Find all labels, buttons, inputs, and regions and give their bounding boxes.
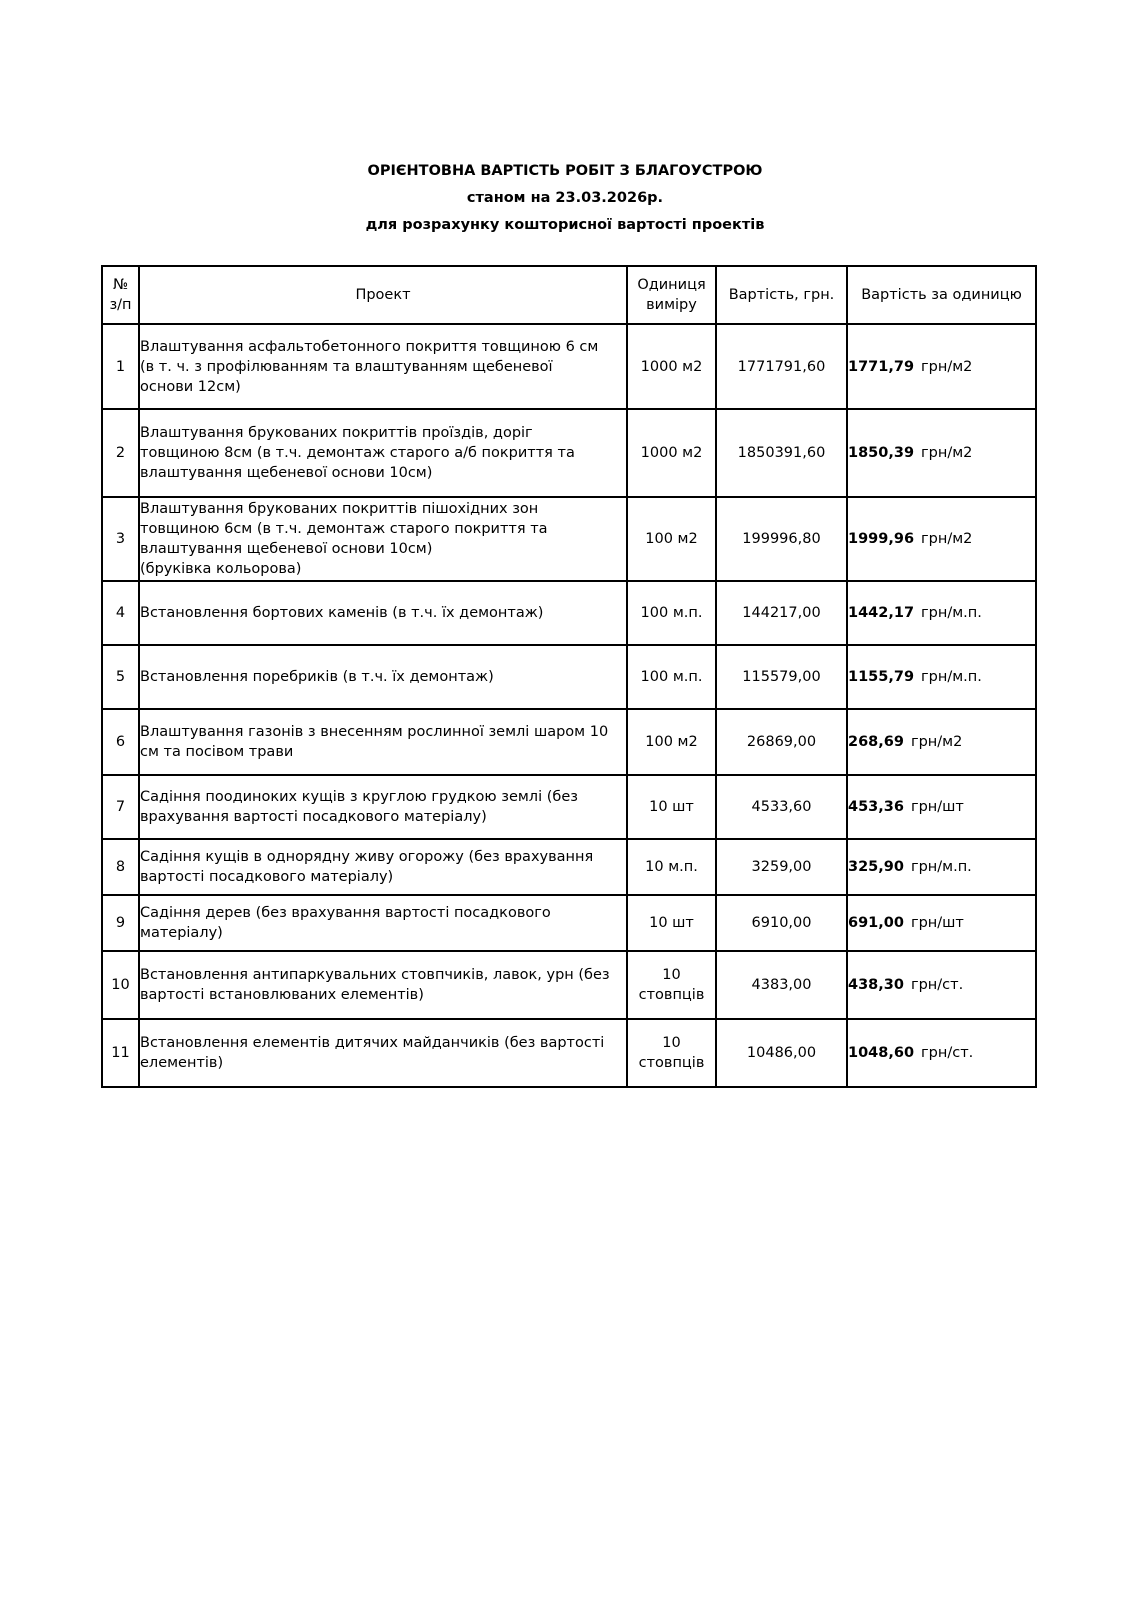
project-name (139, 895, 627, 951)
cost-per-unit-value: 453,36 (848, 799, 904, 815)
project-name (139, 709, 627, 775)
unit-line: 100 м2 (645, 531, 698, 547)
row-number: 2 (102, 409, 139, 497)
unit-line: 1000 м2 (640, 445, 703, 461)
row-number: 1 (102, 324, 139, 409)
project-name-line: товщиною 8см (в т.ч. демонтаж старого а/б покриття та (140, 445, 575, 461)
cost-per-unit-value: 691,00 (848, 915, 904, 931)
cost-per-unit (847, 895, 1036, 951)
unit-line: 10 шт (649, 915, 694, 931)
project-name (139, 324, 627, 409)
unit-line: 100 м.п. (640, 605, 703, 621)
cost-per-unit (847, 1019, 1036, 1087)
table-header-row (102, 266, 1036, 324)
unit-of-measure (627, 775, 716, 839)
cost-per-unit-label: грн/шт (910, 799, 964, 815)
project-name-line: влаштування щебеневої основи 10см) (140, 541, 433, 557)
header-per-unit: Вартість за одиницю (847, 266, 1036, 324)
document-purpose-line: для розрахунку кошторисної вартості проектів (365, 217, 765, 233)
table-row (102, 497, 1036, 581)
cost-per-unit (847, 409, 1036, 497)
cost-per-unit-label: грн/м2 (921, 445, 973, 461)
header-num (102, 266, 139, 324)
project-name (139, 951, 627, 1019)
table-row (102, 895, 1036, 951)
project-name-line: Встановлення бортових каменів (в т.ч. їх демонтаж) (140, 605, 544, 621)
table-row (102, 324, 1036, 409)
project-name-line: (бруківка кольорова) (140, 561, 302, 577)
unit-of-measure (627, 709, 716, 775)
table-row (102, 951, 1036, 1019)
cost-per-unit-value: 1771,79 (848, 358, 915, 375)
unit-of-measure (627, 581, 716, 645)
row-number: 7 (102, 775, 139, 839)
unit-line: 10 шт (649, 799, 694, 815)
unit-line: 10 м.п. (645, 859, 698, 875)
project-name-line: елементів) (140, 1055, 224, 1071)
header-num-line: з/п (109, 297, 132, 313)
total-cost: 26869,00 (716, 709, 847, 775)
project-name (139, 839, 627, 895)
cost-per-unit-label: грн/ст. (910, 977, 964, 993)
cost-per-unit-value: 1155,79 (848, 669, 915, 685)
project-name (139, 645, 627, 709)
cost-per-unit-label: грн/ст. (921, 1045, 974, 1061)
cost-per-unit (847, 839, 1036, 895)
project-name-line: основи 12см) (140, 378, 241, 395)
cost-per-unit-value: 325,90 (848, 859, 904, 875)
cost-per-unit (847, 581, 1036, 645)
table-row (102, 581, 1036, 645)
project-name-line: товщиною 6см (в т.ч. демонтаж старого покриття та (140, 521, 548, 537)
row-number: 9 (102, 895, 139, 951)
project-name (139, 775, 627, 839)
cost-per-unit (847, 951, 1036, 1019)
project-name-line: вартості посадкового матеріалу) (140, 869, 394, 885)
total-cost: 1771791,60 (716, 324, 847, 409)
unit-line: 100 м2 (645, 734, 698, 750)
project-name-line: Влаштування брукованих покриттів проїздів, доріг (140, 425, 533, 441)
cost-per-unit (847, 775, 1036, 839)
unit-line: 100 м.п. (640, 669, 703, 685)
row-number: 6 (102, 709, 139, 775)
table-row (102, 709, 1036, 775)
total-cost: 199996,80 (716, 497, 847, 581)
project-name (139, 1019, 627, 1087)
table-row (102, 775, 1036, 839)
project-name-line: вартості встановлюваних елементів) (140, 987, 424, 1003)
cost-per-unit (847, 645, 1036, 709)
project-name-line: Влаштування брукованих покриттів пішохідних зон (140, 501, 539, 517)
header-unit-line: виміру (646, 297, 697, 313)
row-number: 8 (102, 839, 139, 895)
cost-table (101, 265, 1037, 1088)
project-name (139, 581, 627, 645)
cost-per-unit-value: 1442,17 (848, 605, 915, 621)
project-name-line: Садіння дерев (без врахування вартості посадкового (140, 905, 551, 921)
table-row (102, 839, 1036, 895)
total-cost: 115579,00 (716, 645, 847, 709)
cost-per-unit-value: 438,30 (848, 977, 904, 993)
cost-per-unit (847, 497, 1036, 581)
table-row (102, 645, 1036, 709)
unit-line: 10 (662, 967, 681, 983)
project-name (139, 409, 627, 497)
row-number: 3 (102, 497, 139, 581)
project-name-line: Влаштування газонів з внесенням рослинної землі шаром 10 (140, 724, 609, 740)
total-cost: 1850391,60 (716, 409, 847, 497)
project-name-line: Влаштування асфальтобетонного покриття товщиною 6 см (140, 338, 599, 355)
header-project: Проект (139, 266, 627, 324)
row-number: 5 (102, 645, 139, 709)
project-name-line: врахування вартості посадкового матеріалу) (140, 809, 487, 825)
unit-of-measure (627, 1019, 716, 1087)
cost-per-unit-label: грн/м.п. (921, 605, 982, 621)
cost-per-unit-label: грн/м2 (921, 531, 973, 547)
unit-line: стовпців (638, 987, 705, 1003)
unit-of-measure (627, 497, 716, 581)
cost-per-unit-label: грн/м.п. (921, 669, 982, 685)
document-date-line: станом на 23.03.2026р. (466, 190, 664, 206)
cost-per-unit-value: 1999,96 (848, 531, 915, 547)
header-cost: Вартість, грн. (716, 266, 847, 324)
project-name-line: см та посівом трави (140, 744, 294, 760)
total-cost: 144217,00 (716, 581, 847, 645)
cost-per-unit-label: грн/м.п. (910, 859, 972, 875)
cost-per-unit-label: грн/шт (910, 915, 964, 931)
total-cost: 6910,00 (716, 895, 847, 951)
unit-of-measure (627, 324, 716, 409)
unit-of-measure (627, 409, 716, 497)
unit-of-measure (627, 839, 716, 895)
cost-per-unit-label: грн/м2 (921, 358, 973, 375)
table-body (102, 324, 1036, 1087)
project-name-line: (в т. ч. з профілюванням та влаштуванням щебеневої (140, 358, 553, 375)
cost-per-unit-label: грн/м2 (910, 734, 963, 750)
cost-per-unit (847, 709, 1036, 775)
project-name-line: Встановлення антипаркувальних стовпчиків, лавок, урн (без (140, 967, 610, 983)
unit-line: 10 (662, 1035, 681, 1051)
unit-of-measure (627, 895, 716, 951)
project-name (139, 497, 627, 581)
header-num-line: № (112, 277, 129, 293)
unit-line: 1000 м2 (640, 358, 703, 375)
total-cost: 4533,60 (716, 775, 847, 839)
unit-of-measure (627, 951, 716, 1019)
total-cost: 3259,00 (716, 839, 847, 895)
project-name-line: Садіння кущів в однорядну живу огорожу (без врахування (140, 849, 594, 865)
header-unit-line: Одиниця (637, 277, 706, 293)
project-name-line: Садіння поодиноких кущів з круглою грудкою землі (без (140, 789, 578, 805)
project-name-line: Встановлення елементів дитячих майданчиків (без вартості (140, 1035, 605, 1051)
cost-per-unit-value: 1048,60 (848, 1045, 915, 1061)
total-cost: 10486,00 (716, 1019, 847, 1087)
row-number: 11 (102, 1019, 139, 1087)
total-cost: 4383,00 (716, 951, 847, 1019)
unit-of-measure (627, 645, 716, 709)
cost-per-unit-value: 1850,39 (848, 445, 915, 461)
unit-line: стовпців (638, 1055, 705, 1071)
project-name-line: влаштування щебеневої основи 10см) (140, 465, 433, 481)
document-title: ОРІЄНТОВНА ВАРТІСТЬ РОБІТ З БЛАГОУСТРОЮ (367, 163, 763, 179)
table-row (102, 409, 1036, 497)
cost-per-unit (847, 324, 1036, 409)
row-number: 10 (102, 951, 139, 1019)
project-name-line: матеріалу) (140, 925, 223, 941)
header-unit (627, 266, 716, 324)
cost-per-unit-value: 268,69 (848, 734, 904, 750)
table-row (102, 1019, 1036, 1087)
row-number: 4 (102, 581, 139, 645)
project-name-line: Встановлення поребриків (в т.ч. їх демонтаж) (140, 669, 494, 685)
